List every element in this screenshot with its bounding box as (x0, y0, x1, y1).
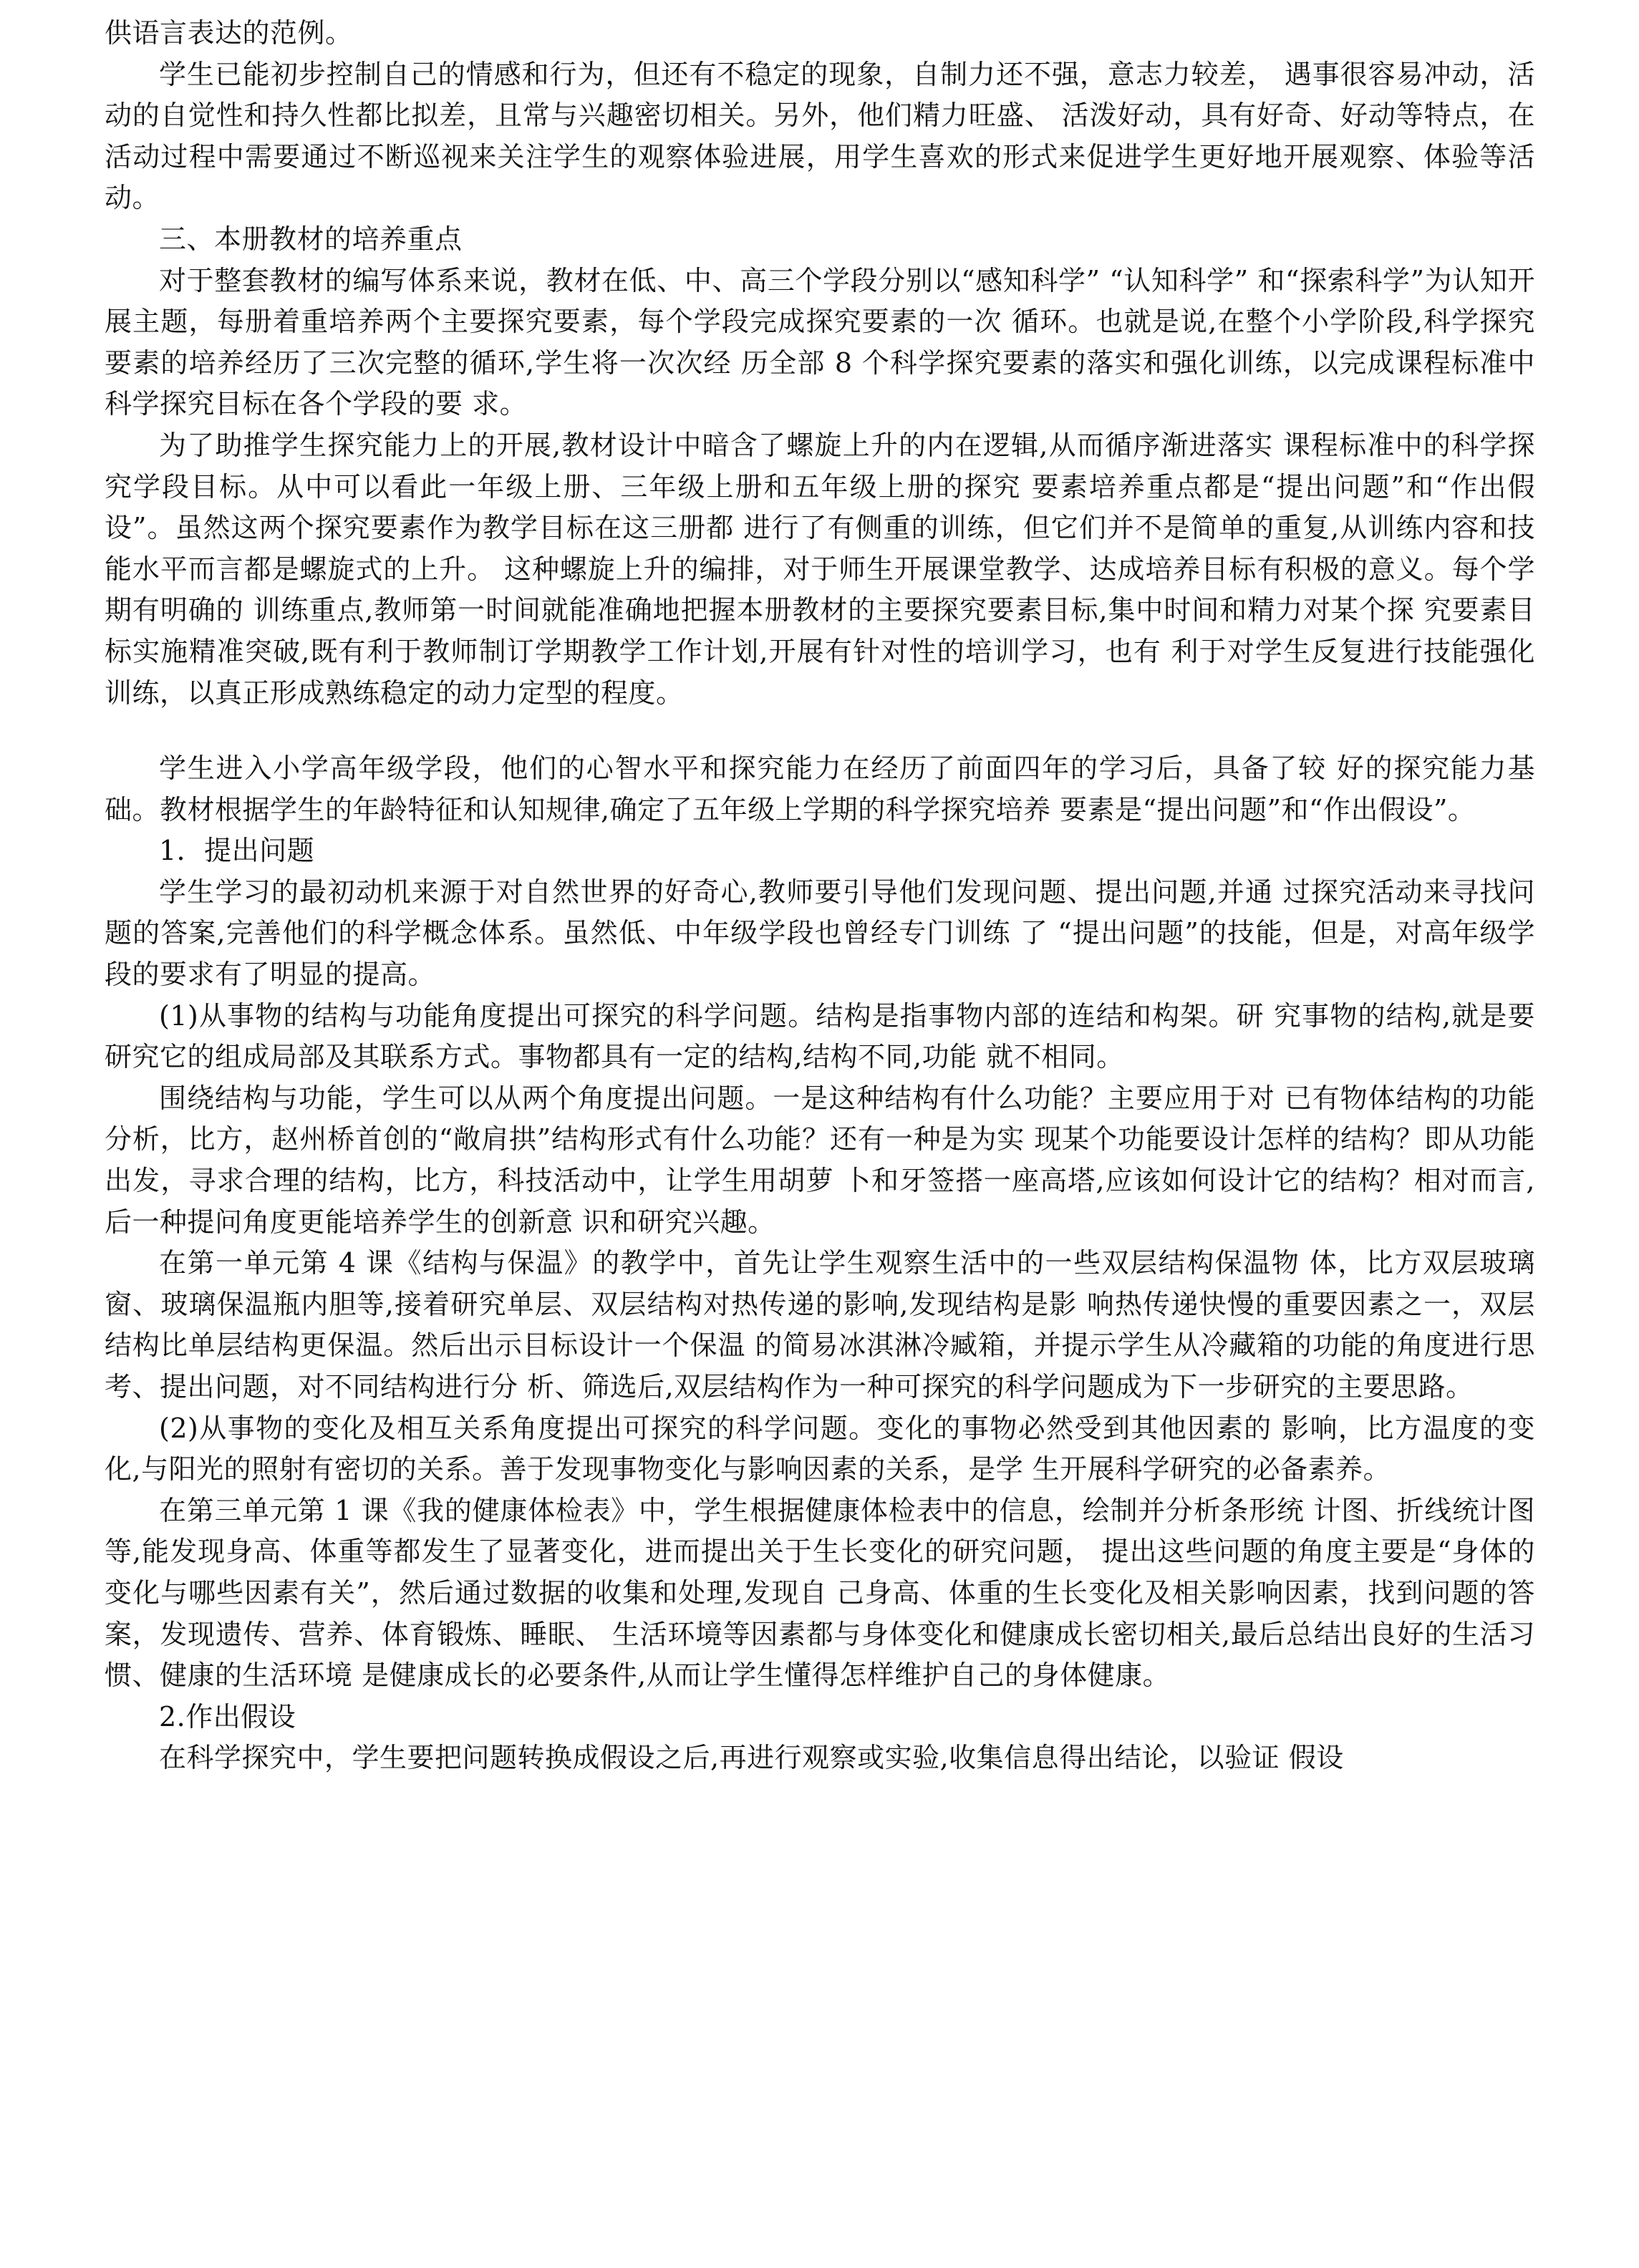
section-heading-training-focus: 三、本册教材的培养重点 (159, 223, 463, 255)
paragraph-structure-function: (1)从事物的结构与功能角度提出可探究的科学问题。结构是指事物内部的连结和构架。研 究事物的结构,就是要研究它的组成局部及其联系方式。事物都具有一定的结构,结构不同,功能 就不相同。 (105, 999, 1535, 1073)
paragraph-senior-students: 学生进入小学高年级学段，他们的心智水平和探究能力在经历了前面四年的学习后，具备了较 好的探究能力基础。教材根据学生的年龄特征和认知规律,确定了五年级上学期的科学探究培养 要素是“提出问题”和“作出假设”。 (105, 752, 1535, 825)
paragraph-continuation: 供语言表达的范例。 (105, 17, 353, 49)
paragraph-two-angles: 围绕结构与功能，学生可以从两个角度提出问题。一是这种结构有什么功能？主要应用于对 已有物体结构的功能分析，比方，赵州桥首创的“敞肩拱”结构形式有什么功能？还有一种是为实 现某个功能要设计怎样的结构？即从功能出发，寻求合理的结构，比方，科技活动中，让学生用胡萝 卜和牙签搭一座高塔,应该如何设计它的结构？相对而言,后一种提问角度更能培养学生的创新意 识和研究兴趣。 (105, 1082, 1535, 1238)
subheading-make-hypothesis: 2.作出假设 (159, 1700, 296, 1732)
blank-space (105, 714, 1535, 748)
paragraph-student-traits: 学生已能初步控制自己的情感和行为，但还有不稳定的现象，自制力还不强，意志力较差， 遇事很容易冲动，活动的自觉性和持久性都比拟差，且常与兴趣密切相关。另外，他们精力旺盛、 活泼好动，具有好奇、好动等特点，在活动过程中需要通过不断巡视来关注学生的观察体验进展，用学生喜欢的形式来促进学生更好地开展观察、体验等活动。 (105, 58, 1535, 214)
paragraph-hypothesis: 在科学探究中，学生要把问题转换成假设之后,再进行观察或实验,收集信息得出结论，以验证 假设 (159, 1742, 1344, 1774)
subheading-ask-questions: 1．提出问题 (159, 835, 315, 867)
paragraph-health-checklist: 在第三单元第 1 课《我的健康体检表》中，学生根据健康体检表中的信息，绘制并分析条形统 计图、折线统计图等,能发现身高、体重等都发生了显著变化，进而提出关于生长变化的研究问题， 提出这些问题的角度主要是“身体的变化与哪些因素有关”，然后通过数据的收集和处理,发现自 己身高、体重的生长变化及相关影响因素，找到问题的答案，发现遗传、营养、体育锻炼、睡眠、 生活环境等因素都与身体变化和健康成长密切相关,最后总结出良好的生活习惯、健康的生活环境 是健康成长的必要条件,从而让学生懂得怎样维护自己的身体健康。 (105, 1494, 1535, 1692)
paragraph-change-relations: (2)从事物的变化及相互关系角度提出可探究的科学问题。变化的事物必然受到其他因素的 影响，比方温度的变化,与阳光的照射有密切的关系。善于发现事物变化与影响因素的关系，是学 生开展科学研究的必备素养。 (105, 1412, 1535, 1486)
paragraph-lesson-structure-insulation: 在第一单元第 4 课《结构与保温》的教学中，首先让学生观察生活中的一些双层结构保温物 体，比方双层玻璃窗、玻璃保温瓶内胆等,接着研究单层、双层结构对热传递的影响,发现结构是影 响热传递快慢的重要因素之一，双层结构比单层结构更保温。然后出示目标设计一个保温 的简易冰淇淋冷臧箱，并提示学生从冷藏箱的功能的角度进行思考、提出问题，对不同结构进行分 析、筛选后,双层结构作为一种可探究的科学问题成为下一步研究的主要思路。 (105, 1247, 1535, 1402)
paragraph-spiral-logic: 为了助推学生探究能力上的开展,教材设计中暗含了螺旋上升的内在逻辑,从而循序渐进落实 课程标准中的科学探究学段目标。从中可以看此一年级上册、三年级上册和五年级上册的探究 要素培养重点都是“提出问题”和“作出假设”。虽然这两个探究要素作为教学目标在这三册都 进行了有侧重的训练，但它们并不是简单的重复,从训练内容和技能水平而言都是螺旋式的上升。 这种螺旋上升的编排，对于师生开展课堂教学、达成培养目标有积极的意义。每个学期有明确的 训练重点,教师第一时间就能准确地把握本册教材的主要探究要素目标,集中时间和精力对某个探 究要素目标实施精准突破,既有利于教师制订学期教学工作计划,开展有针对性的培训学习，也有 利于对学生反复进行技能强化训练，以真正形成熟练稳定的动力定型的程度。 (105, 429, 1535, 709)
paragraph-textbook-system: 对于整套教材的编写体系来说，教材在低、中、高三个学段分别以“感知科学” “认知科学” 和“探索科学”为认知开展主题，每册着重培养两个主要探究要素，每个学段完成探究要素的一次 循环。也就是说,在整个小学阶段,科学探究要素的培养经历了三次完整的循环,学生将一次次经 历全部 8 个科学探究要素的落实和强化训练，以完成课程标准中科学探究目标在各个学段的要 求。 (105, 264, 1535, 420)
document-body (105, 13, 1535, 1779)
paragraph-curiosity: 学生学习的最初动机来源于对自然世界的好奇心,教师要引导他们发现问题、提出问题,并通 过探究活动来寻找问题的答案,完善他们的科学概念体系。虽然低、中年级学段也曾经专门训练 了 “提出问题”的技能，但是，对高年级学段的要求有了明显的提高。 (105, 876, 1535, 991)
